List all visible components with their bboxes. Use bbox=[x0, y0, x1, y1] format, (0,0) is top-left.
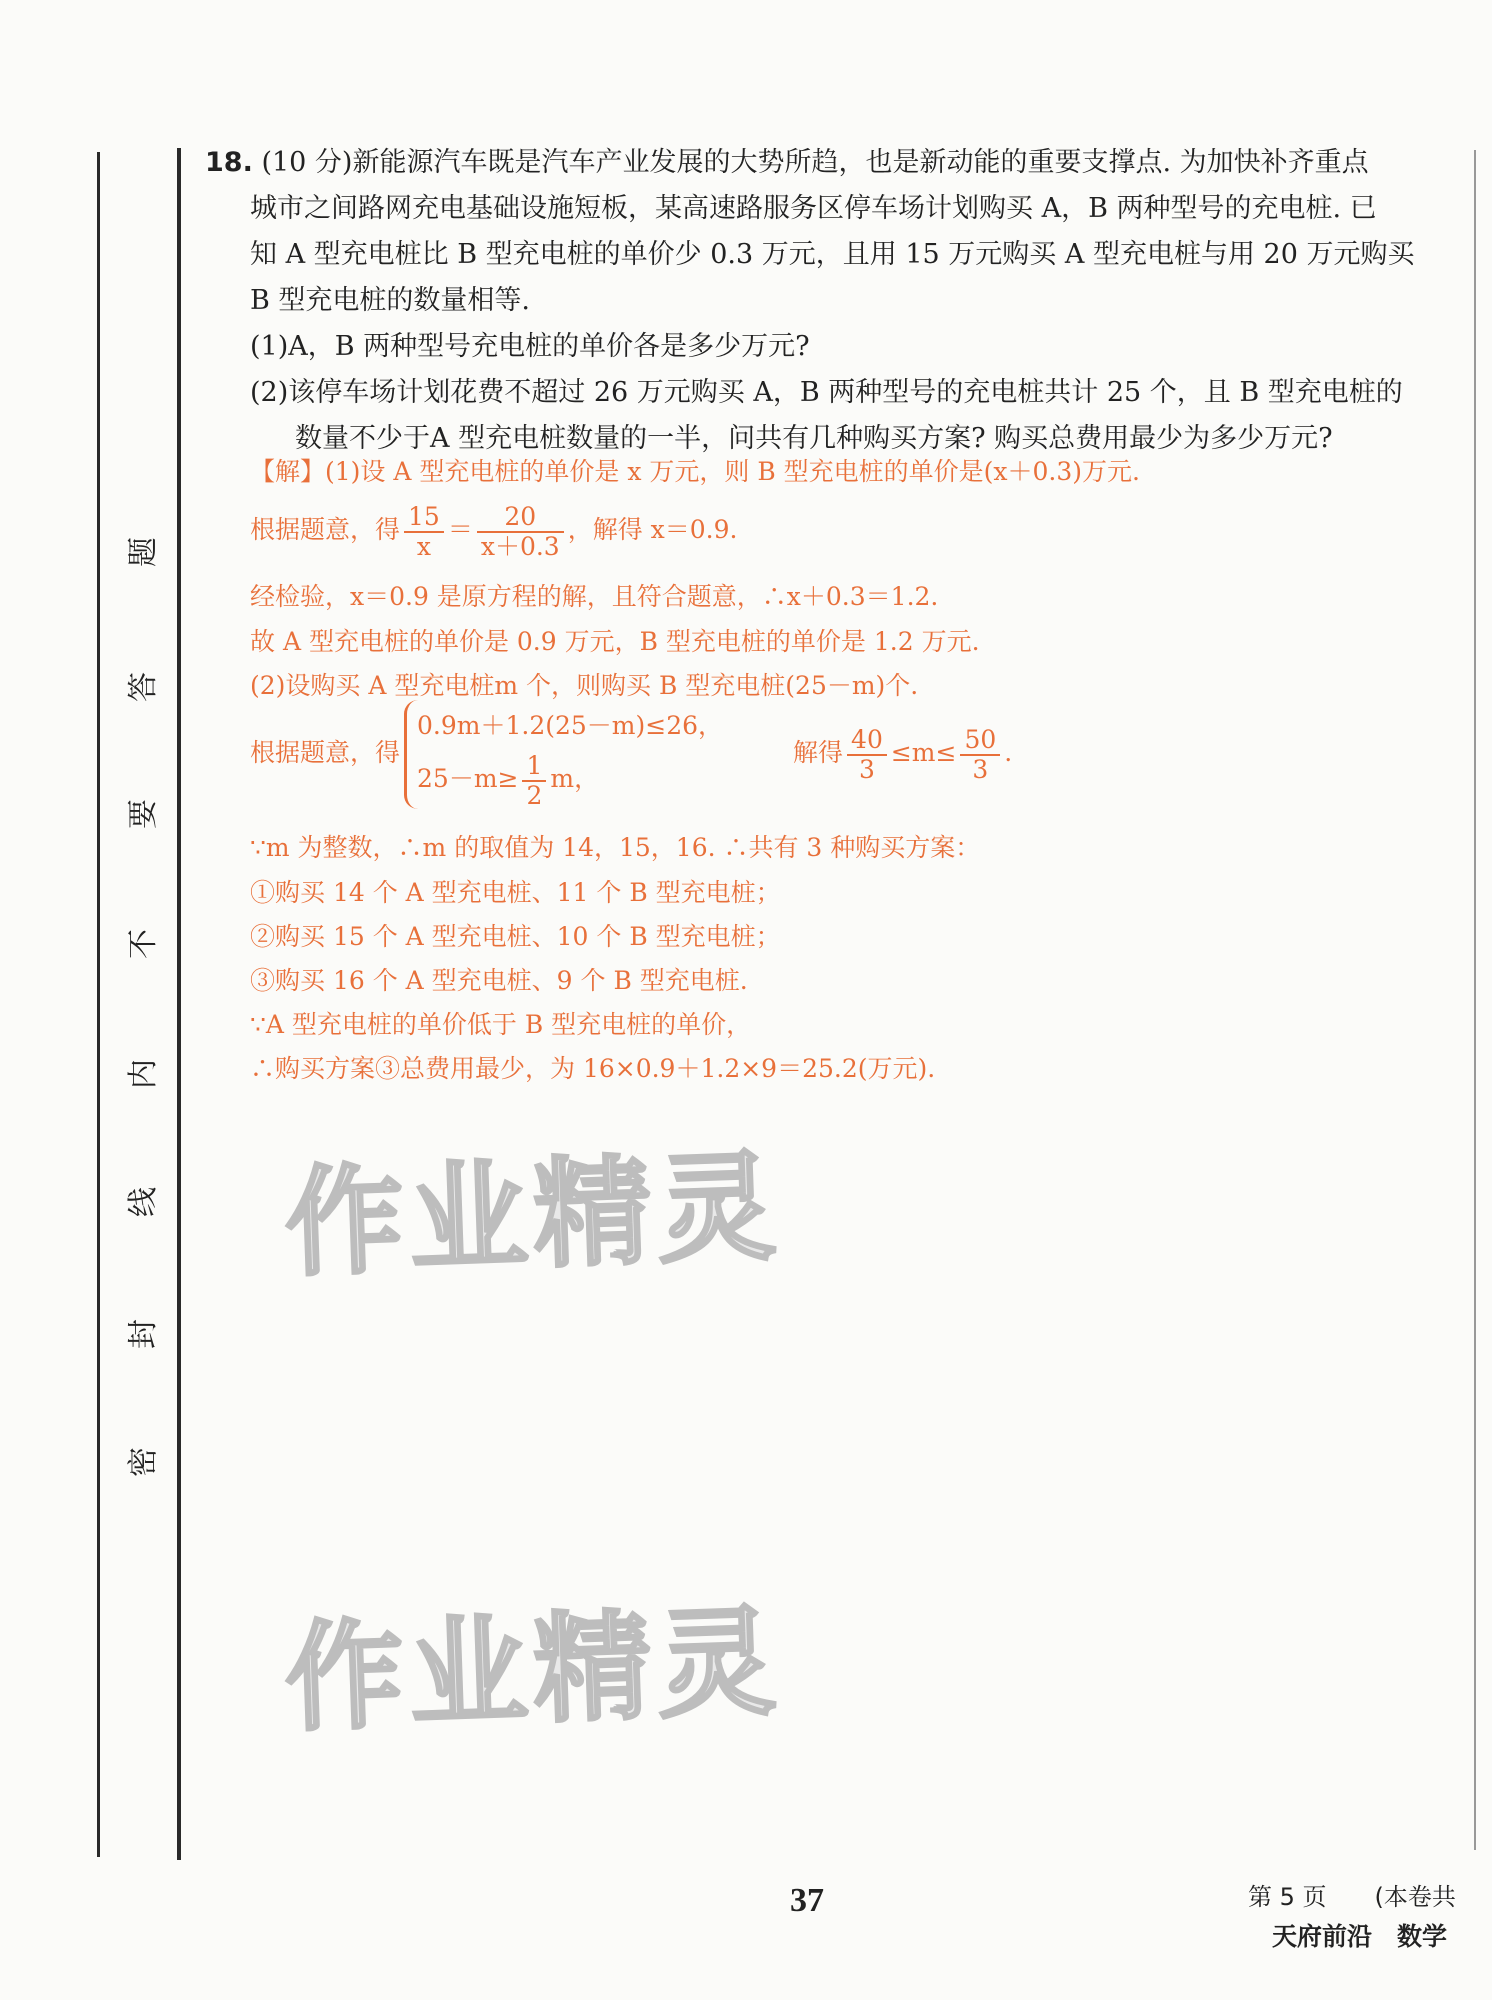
denominator: 3 bbox=[972, 754, 989, 784]
question-part-1: (1)A，B 两种型号充电桩的单价各是多少万元? bbox=[250, 331, 810, 362]
question-text: (10 分)新能源汽车既是汽车产业发展的大势所趋，也是新动能的重要支撑点. 为加快补齐重点 bbox=[261, 147, 1369, 178]
answer-line: ∵m 为整数，∴m 的取值为 14，15，16. ∴共有 3 种购买方案： bbox=[250, 833, 981, 862]
denominator: x＋0.3 bbox=[480, 531, 560, 561]
question-part-2-cont: 数量不少于A 型充电桩数量的一半，问共有几种购买方案? 购买总费用最少为多少万元? bbox=[295, 423, 1333, 454]
seal-char: 答 bbox=[126, 672, 161, 702]
numerator: 20 bbox=[477, 503, 564, 533]
denominator: 3 bbox=[859, 754, 875, 784]
seal-char: 线 bbox=[126, 1187, 161, 1217]
answer-inequality-system bbox=[250, 700, 1400, 809]
answer-text: ≤m≤ bbox=[890, 738, 957, 767]
seal-char: 内 bbox=[126, 1059, 161, 1089]
answer-text: 根据题意，得 bbox=[250, 515, 401, 544]
numerator: 40 bbox=[847, 726, 887, 756]
binding-line-inner bbox=[177, 148, 181, 1860]
fraction bbox=[477, 503, 564, 560]
answer-tag: 【解】 bbox=[250, 457, 326, 486]
fraction bbox=[404, 503, 444, 560]
question-part-2: (2)该停车场计划花费不超过 26 万元购买 A，B 两种型号的充电桩共计 25 个，且 B 型充电桩的 bbox=[250, 377, 1403, 408]
question-line: 城市之间路网充电基础设施短板，某高速路服务区停车场计划购买 A，B 两种型号的充电桩. 已 bbox=[250, 193, 1377, 224]
numerator: 50 bbox=[960, 726, 1000, 756]
answer-line: (2)设购买 A 型充电桩m 个，则购买 B 型充电桩(25－m)个. bbox=[250, 671, 919, 700]
answer-line: ∵A 型充电桩的单价低于 B 型充电桩的单价， bbox=[250, 1010, 752, 1039]
answer-text: (1)设 A 型充电桩的单价是 x 万元，则 B 型充电桩的单价是(x＋0.3)万元. bbox=[325, 457, 1140, 486]
watermark: 作业精灵 bbox=[283, 1137, 784, 1293]
numerator: 15 bbox=[404, 503, 444, 533]
answer-equation bbox=[250, 503, 1400, 560]
answer-line: 经检验，x＝0.9 是原方程的解，且符合题意，∴x＋0.3＝1.2. bbox=[250, 582, 939, 611]
footer-page-info: 第 5 页 (本卷共 bbox=[1248, 1883, 1456, 1911]
answer-text: 25－m≥ bbox=[417, 764, 519, 793]
fraction bbox=[960, 726, 1000, 783]
numerator: 1 bbox=[522, 752, 546, 782]
binding-line-outer bbox=[97, 152, 100, 1857]
denominator: 2 bbox=[526, 780, 543, 810]
seal-char: 题 bbox=[126, 537, 161, 567]
denominator: x bbox=[416, 531, 431, 561]
seal-char: 密 bbox=[126, 1447, 161, 1477]
question-block bbox=[205, 140, 1435, 462]
question-line: 知 A 型充电桩比 B 型充电桩的单价少 0.3 万元，且用 15 万元购买 A 型充电桩与用 20 万元购买 bbox=[250, 239, 1415, 270]
inequality-2 bbox=[417, 752, 723, 809]
answer-text: 解得 bbox=[793, 738, 844, 767]
inequality-system bbox=[404, 700, 723, 809]
seal-char: 封 bbox=[126, 1319, 161, 1349]
answer-text: . bbox=[1004, 738, 1013, 767]
answer-line: ③购买 16 个 A 型充电桩、9 个 B 型充电桩. bbox=[250, 966, 748, 995]
answer-line bbox=[250, 452, 1400, 488]
fraction bbox=[847, 726, 887, 783]
question-line: B 型充电桩的数量相等. bbox=[250, 285, 531, 316]
question-line bbox=[205, 140, 1435, 186]
page-edge-line bbox=[1474, 150, 1476, 1850]
seal-char: 不 bbox=[126, 929, 161, 959]
answer-text: 根据题意，得 bbox=[250, 738, 401, 767]
watermark: 作业精灵 bbox=[283, 1592, 784, 1748]
page-number: 37 bbox=[790, 1882, 824, 1919]
answer-line: ∴购买方案③总费用最少，为 16×0.9＋1.2×9＝25.2(万元). bbox=[250, 1054, 936, 1083]
answer-text: ，解得 x＝0.9. bbox=[567, 515, 738, 544]
footer-series-title: 天府前沿 数学 bbox=[1272, 1922, 1448, 1951]
fraction bbox=[522, 752, 546, 809]
answer-line: 故 A 型充电桩的单价是 0.9 万元，B 型充电桩的单价是 1.2 万元. bbox=[250, 627, 980, 656]
seal-char: 要 bbox=[126, 799, 161, 829]
equals-sign: ＝ bbox=[447, 515, 473, 544]
question-number: 18. bbox=[205, 147, 253, 178]
answer-text: m， bbox=[550, 764, 600, 793]
inequality-1: 0.9m＋1.2(25－m)≤26， bbox=[417, 711, 724, 740]
answer-line: ②购买 15 个 A 型充电桩、10 个 B 型充电桩； bbox=[250, 922, 781, 951]
answer-line: ①购买 14 个 A 型充电桩、11 个 B 型充电桩； bbox=[250, 878, 781, 907]
